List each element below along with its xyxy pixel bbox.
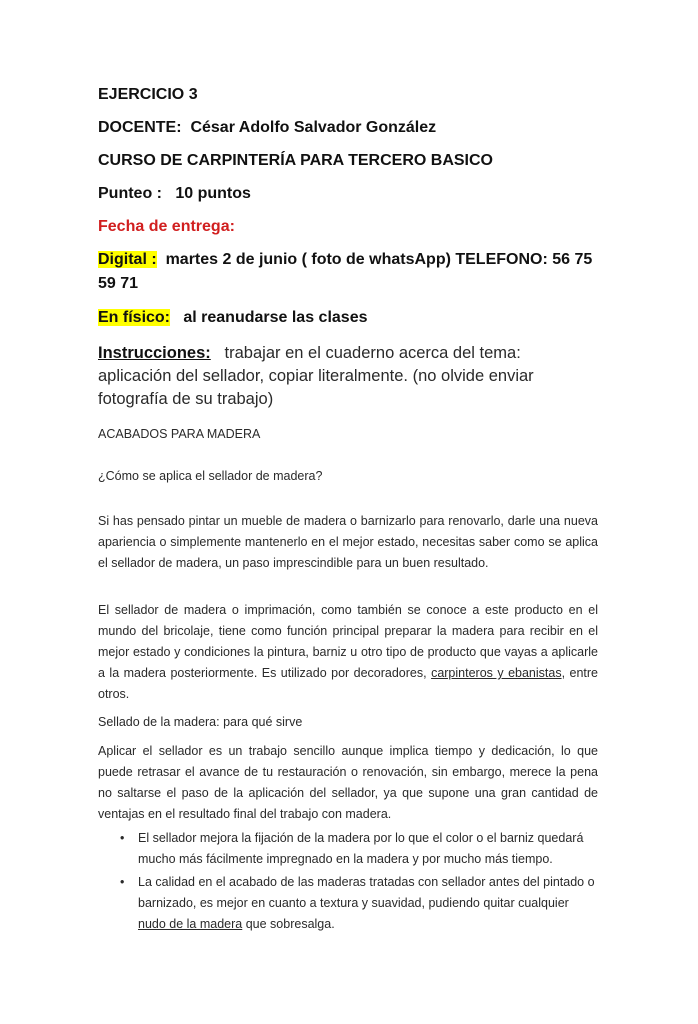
due-date-label: Fecha de entrega:: [98, 218, 235, 235]
instructions-block: [98, 342, 534, 411]
carpenters-link[interactable]: carpinteros y ebanistas: [431, 666, 562, 680]
physical-line: [98, 309, 367, 327]
list-item: • El sellador mejora la fijación de la madera por lo que el color o el barniz quedará mucho más fácilmente impregnado en la madera y por mucho más tiempo.: [120, 828, 600, 870]
teacher-line: [98, 119, 436, 137]
teacher-label: DOCENTE:: [98, 119, 182, 136]
instructions-line-3: fotografía de su trabajo): [98, 390, 274, 408]
score-value: 10 puntos: [175, 185, 251, 202]
digital-line: [98, 251, 592, 269]
bullet-list: [120, 828, 600, 937]
question-heading: ¿Cómo se aplica el sellador de madera?: [98, 469, 323, 483]
course-title: CURSO DE CARPINTERÍA PARA TERCERO BASICO: [98, 152, 493, 169]
instructions-label: Instrucciones:: [98, 344, 211, 362]
digital-label: Digital :: [98, 251, 157, 268]
digital-text-continued: 59 71: [98, 275, 139, 292]
bullet-icon: •: [120, 831, 125, 845]
list-item: • La calidad en el acabado de las maderas tratadas con sellador antes del pintado o barnizado, es mejor en cuanto a textura y suavidad, pudiendo quitar cualquier nudo de la madera que sobresalga.: [120, 872, 600, 935]
exercise-title: EJERCICIO 3: [98, 86, 198, 103]
paragraph-1: Si has pensado pintar un mueble de madera o barnizarlo para renovarlo, darle una nueva apariencia o simplemente mantenerlo en el mejor estado, necesitas saber como se aplica el sellador de madera, un paso imprescindible para un buen resultado.: [98, 514, 598, 570]
score-line: [98, 185, 251, 203]
wood-knot-link[interactable]: nudo de la madera: [138, 917, 243, 931]
physical-text: al reanudarse las clases: [183, 309, 368, 326]
paragraph-3: Aplicar el sellador es un trabajo sencillo aunque implica tiempo y dedicación, lo que puede retrasar el avance de tu restauración o renovación, sin embargo, merece la pena no saltarse el paso de la aplicación del sellador, ya que supone una gran cantidad de ventajas en el resultado final del trabajo con madera.: [98, 744, 598, 821]
teacher-name: César Adolfo Salvador González: [190, 119, 437, 136]
score-label: Punteo :: [98, 185, 162, 202]
physical-label: En físico:: [98, 309, 171, 326]
section-title: ACABADOS PARA MADERA: [98, 427, 261, 441]
instructions-line-1: Instrucciones: trabajar en el cuaderno acerca del tema:: [98, 344, 521, 362]
subtitle: Sellado de la madera: para qué sirve: [98, 715, 303, 729]
instructions-line-2: aplicación del sellador, copiar literalmente. (no olvide enviar: [98, 367, 534, 385]
digital-text: martes 2 de junio ( foto de whatsApp) TELEFONO: 56 75: [165, 251, 593, 268]
paragraph-2: El sellador de madera o imprimación, como también se conoce a este producto en el mundo del bricolaje, tiene como función principal preparar la madera para recibir en el mejor estado y condiciones la pintura, barniz u otro tipo de producto que vayas a aplicarle a la madera posteriormente. Es utilizado por decoradores, carpinteros y ebanistas, entre otros.: [98, 603, 599, 701]
bullet-icon: •: [120, 875, 125, 889]
